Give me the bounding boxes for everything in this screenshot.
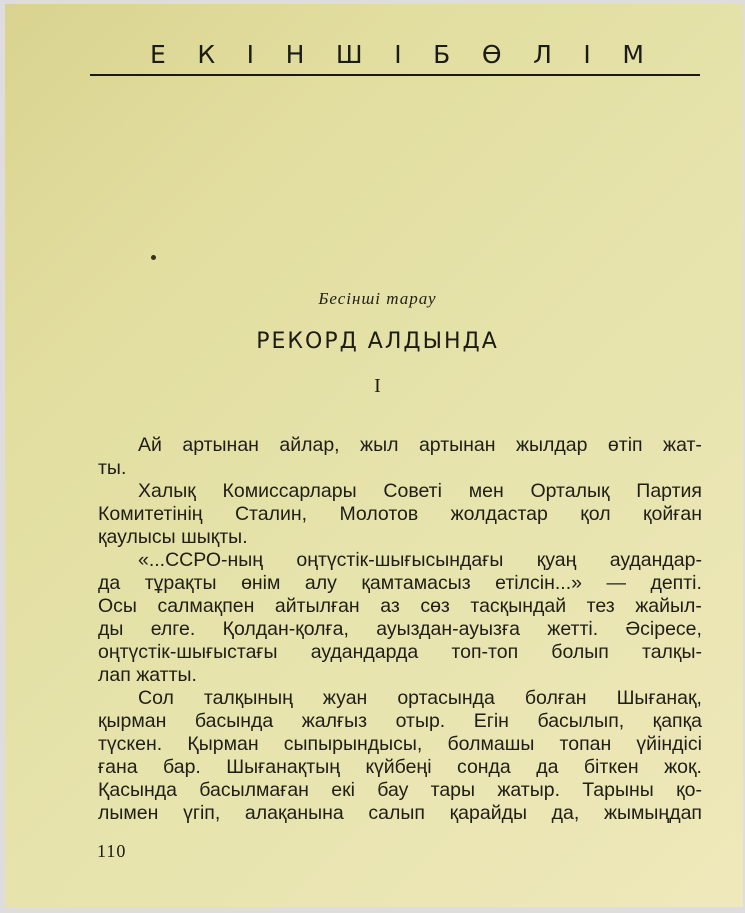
word: жалғыз <box>301 710 368 732</box>
word: топан <box>559 733 612 755</box>
word: сөз <box>420 595 450 617</box>
word: аудандар- <box>609 549 702 571</box>
word: «...ССРО-ның <box>138 549 264 571</box>
word: өнім <box>241 572 281 594</box>
word: жатыр. <box>497 779 560 801</box>
text-line <box>98 756 702 779</box>
word: ортасында <box>397 687 495 709</box>
running-head-letter: Б <box>433 40 451 69</box>
book-page <box>5 4 743 907</box>
running-head-letter: І <box>246 40 255 69</box>
word: болып <box>551 641 609 663</box>
word: ты. <box>98 457 127 479</box>
word: ауыздан-ауызға <box>376 618 520 640</box>
word: елге. <box>150 618 196 640</box>
word: тасқындай <box>470 595 567 617</box>
word: өтіп <box>607 434 643 456</box>
word: да <box>98 572 121 594</box>
word: аз <box>380 595 400 617</box>
word: үгіп, <box>183 802 221 824</box>
word: Партия <box>636 480 702 502</box>
word: басында <box>194 710 274 732</box>
running-head-letter: І <box>394 40 402 69</box>
word: алақанына <box>244 802 344 824</box>
word: шықты. <box>181 526 248 548</box>
word: түскен. <box>98 733 163 755</box>
word: артынан <box>182 434 259 456</box>
word: салып <box>368 802 425 824</box>
word: бар. <box>163 756 201 778</box>
running-head-letter: М <box>622 40 644 69</box>
text-line <box>98 503 702 526</box>
word: Қырман <box>187 733 259 755</box>
word: депті. <box>650 572 702 594</box>
word: басылып, <box>537 710 625 732</box>
text-line <box>98 457 702 480</box>
chapter-title: РЕКОРД АЛДЫНДА <box>256 329 499 354</box>
running-head-letter: Н <box>285 40 305 69</box>
word: жат- <box>663 434 702 456</box>
word: да, <box>551 802 580 824</box>
section-number: I <box>374 375 381 397</box>
word: Комиссарлары <box>222 480 357 502</box>
word: айлар, <box>279 434 340 456</box>
word: жуан <box>322 687 368 709</box>
word: екі <box>331 779 355 801</box>
word: аудандарда <box>310 641 419 663</box>
word: Егін <box>473 710 509 732</box>
running-head-letter: К <box>197 40 216 69</box>
text-line <box>98 434 702 457</box>
word: жымыңдап <box>603 802 702 824</box>
word: да <box>536 756 559 778</box>
running-head-letter: Ш <box>335 40 363 69</box>
word: қаулысы <box>98 526 182 548</box>
text-line <box>98 595 702 618</box>
word: болған <box>524 687 587 709</box>
word: жетті. <box>547 618 599 640</box>
page-number: 110 <box>97 841 127 861</box>
word: талқы- <box>641 641 702 663</box>
running-head-letter: Л <box>533 40 552 69</box>
text-line <box>98 687 702 710</box>
word: Қолдан-қолға, <box>222 618 349 640</box>
word: Әсіресе, <box>625 618 702 640</box>
word: Халық <box>138 480 196 502</box>
word: Ай <box>138 434 162 456</box>
word: отыр. <box>395 710 446 732</box>
word: мен <box>468 480 504 502</box>
running-head-letter: Ө <box>481 40 502 69</box>
word: — <box>606 572 626 594</box>
word: қойған <box>642 503 702 525</box>
ink-spot <box>151 255 156 260</box>
word: жайыл- <box>635 595 702 617</box>
running-head-letter: Е <box>150 40 166 69</box>
word: біткен <box>583 756 639 778</box>
word: қапқа <box>652 710 702 732</box>
word: басылмаған <box>199 779 309 801</box>
word: лымен <box>98 802 159 824</box>
word: Осы <box>98 595 137 617</box>
text-line <box>98 664 702 687</box>
text-line <box>98 641 702 664</box>
word: алу <box>304 572 337 594</box>
word: үйіндісі <box>636 733 702 755</box>
word: Тарыны <box>582 779 654 801</box>
part-title <box>90 40 700 69</box>
word: қарайды <box>449 802 527 824</box>
word: салмақпен <box>157 595 255 617</box>
running-head-letter: І <box>583 40 591 69</box>
running-head <box>90 4 700 80</box>
word: бау <box>377 779 409 801</box>
word: қырман <box>98 710 167 732</box>
text-line <box>98 618 702 641</box>
word: оңтүстік-шығысындағы <box>296 549 504 571</box>
word: Сол <box>138 687 174 709</box>
word: Сталин, <box>234 503 308 525</box>
word: күйбеңі <box>365 756 432 778</box>
text-line <box>98 480 702 503</box>
word: Молотов <box>339 503 419 525</box>
text-line <box>98 802 702 825</box>
chapter-label: Бесінші тарау <box>318 289 437 308</box>
word: топ-топ <box>451 641 519 663</box>
word: оңтүстік-шығыстағы <box>98 641 278 663</box>
header-rule <box>90 74 700 76</box>
word: жолдастар <box>450 503 548 525</box>
text-line <box>98 710 702 733</box>
word: ғана <box>98 756 138 778</box>
word: қамтамасыз <box>361 572 471 594</box>
word: етілсін...» <box>495 572 582 594</box>
word: талқының <box>203 687 293 709</box>
body-text <box>98 434 702 825</box>
word: Советі <box>383 480 442 502</box>
word: жатты. <box>136 664 197 686</box>
word: тез <box>586 595 615 617</box>
text-line <box>98 526 702 549</box>
word: лап <box>98 664 137 686</box>
word: қуаң <box>536 549 577 571</box>
word: болмашы <box>447 733 535 755</box>
word: Шығанақтың <box>226 756 341 778</box>
word: сонда <box>456 756 511 778</box>
text-line <box>98 733 702 756</box>
word: жыл <box>360 434 399 456</box>
word: Орталық <box>530 480 610 502</box>
word: қо- <box>676 779 702 801</box>
word: жоқ. <box>664 756 702 778</box>
word: Комитетінің <box>98 503 203 525</box>
word: ды <box>98 618 124 640</box>
word: сыпырындысы, <box>283 733 423 755</box>
word: тұрақты <box>144 572 217 594</box>
word: жылдар <box>515 434 588 456</box>
text-line <box>98 549 702 572</box>
word: артынан <box>418 434 496 456</box>
word: Шығанақ, <box>616 687 702 709</box>
word: қол <box>580 503 611 525</box>
text-line <box>98 779 702 802</box>
word: Қасында <box>98 779 177 801</box>
word: айтылған <box>274 595 360 617</box>
text-line <box>98 572 702 595</box>
word: тары <box>430 779 476 801</box>
